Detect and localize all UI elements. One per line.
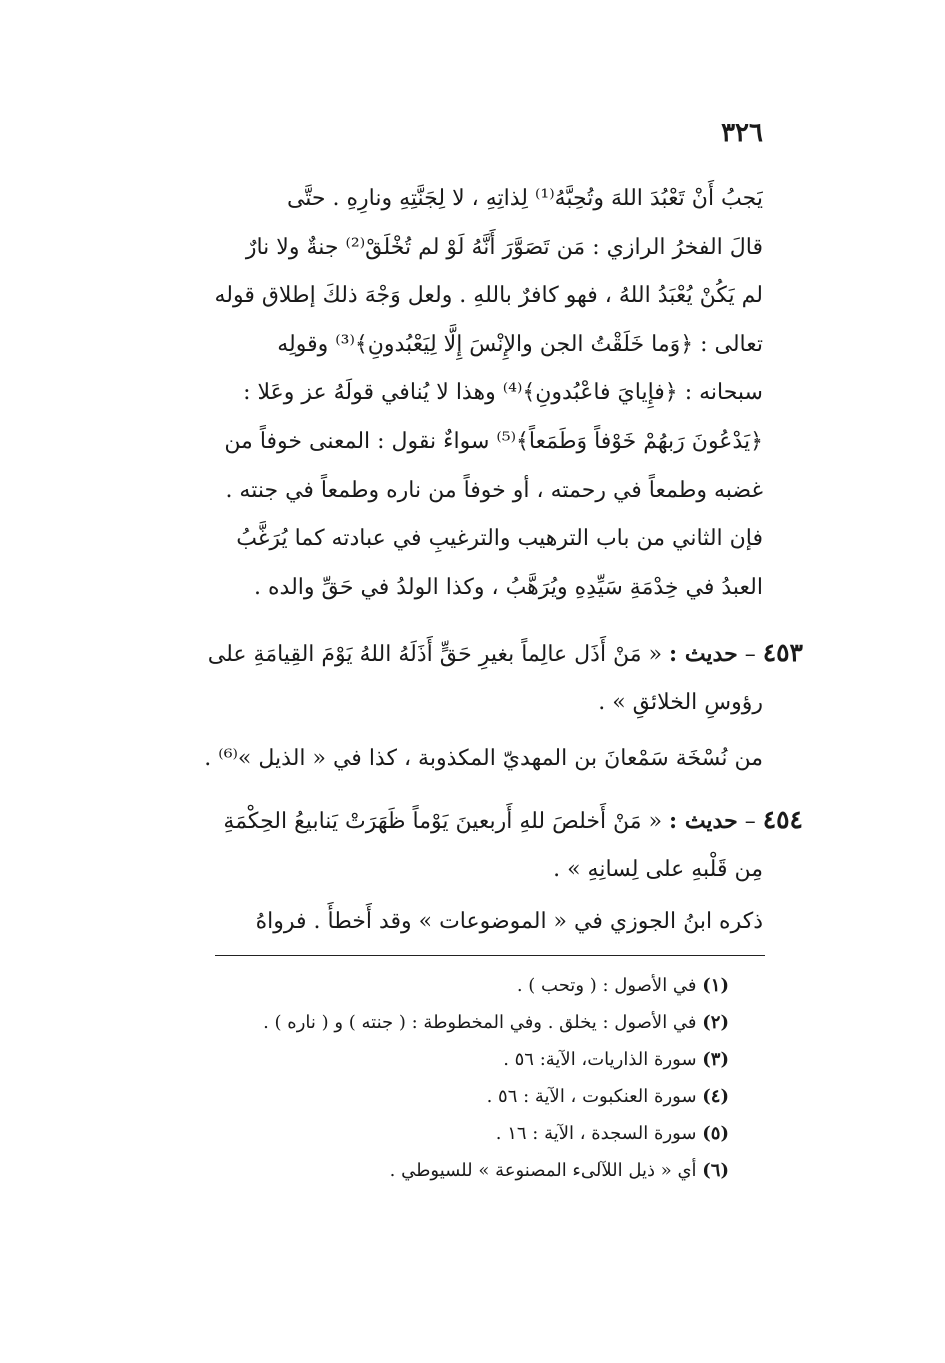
hadith-number: ٤٥٣ <box>762 638 803 667</box>
footnote-number: (١) <box>702 975 729 996</box>
footnote <box>199 1004 729 1041</box>
hadith-entry-453 <box>178 628 803 728</box>
text-line: العبدُ في خِدْمَةِ سَيِّدِهِ ويُرَهَّبُ ، وكذا الولدُ في حَقِّ والده . <box>254 574 763 600</box>
footnote-text: سورة السجدة ، الآية : ١٦ . <box>495 1123 697 1144</box>
footnote <box>199 1115 729 1152</box>
page-number: ٣٢٦ <box>721 118 763 148</box>
main-paragraph <box>178 175 763 612</box>
hadith-comment-454: ذكره ابنُ الجوزي في « الموضوعات » وقد أَخطأَ . فرواهُ <box>255 909 763 934</box>
footnote <box>199 1152 729 1189</box>
footnote-text: سورة العنكبوت ، الآية : ٥٦ . <box>486 1086 697 1107</box>
footnote-text: سورة الذاريات، الآية: ٥٦ . <box>503 1049 697 1070</box>
footnote-text: أي « ذيل اللآلىء المصنوعة » للسيوطي . <box>389 1160 697 1181</box>
hadith-dash: – <box>744 809 756 834</box>
text-line: غضبه وطمعاً في رحمته ، أو خوفاً من ناره وطمعاً في جنته . <box>225 477 763 503</box>
footnote-text: في الأصول : يخلق . وفي المخطوطة : ( جنته ) و ( ناره ) . <box>263 1012 697 1033</box>
footnote <box>199 1078 729 1115</box>
footnote-number: (٤) <box>702 1086 729 1107</box>
text-line: فإن الثاني من باب الترهيب والترغيبِ في عبادته كما يُرَغَّبُ <box>236 526 763 552</box>
footnote-text: في الأصول : ( وتحب ) . <box>516 975 697 996</box>
text-line: يَجبُ أَنْ تَعْبُدَ اللهَ وتُحِبَّهُ⁽¹⁾ لِذاتِهِ ، لا لِجَنَّتِهِ ونارِهِ . حتَّى <box>286 186 763 211</box>
footnote <box>199 1041 729 1078</box>
hadith-label: حديث : <box>669 641 738 667</box>
hadith-first-line <box>178 628 803 678</box>
footnote-number: (٦) <box>702 1160 729 1181</box>
text-line: سبحانه : ﴿فإِيايَ فاعْبُدونِ﴾⁽⁴⁾ وهذا لا يُنافي قولَهُ عز وعَلا : <box>243 380 763 406</box>
hadith-continuation: رؤوسِ الخلائقِ » . <box>598 690 763 715</box>
text-line: قالَ الفخرُ الرازي : مَن تَصَوَّرَ أَنَّهُ لَوْ لم تُخْلَقْ⁽²⁾ جنةٌ ولا نارٌ <box>245 234 763 260</box>
hadith-dash: – <box>744 642 756 667</box>
hadith-comment-453: من نُسْخَة سَمْعانَ بن المهديّ المكذوبة ، كذا في « الذيل »⁽⁶⁾ . <box>204 746 763 771</box>
footnotes <box>199 967 729 1189</box>
footnote <box>199 967 729 1004</box>
footnote-number: (٢) <box>702 1012 729 1033</box>
hadith-label: حديث : <box>669 808 738 834</box>
text-line: لم يَكُنْ يُعْبَدُ اللهُ ، فهو كافرٌ باللهِ . ولعل وَجْهَ ذلكَ إطلاق قوله <box>214 283 763 309</box>
hadith-text: « مَنْ أَخلصَ للهِ أَربعينَ يَوْماً ظَهَرَتْ يَنابيعُ الحِكْمَةِ <box>223 809 663 834</box>
hadith-first-line <box>178 795 803 845</box>
text-line: ﴿يَدْعُونَ رَبهُمْ خَوْفاً وَطَمَعاً﴾⁽⁵⁾ سواءٌ نقول : المعنى خوفاً من <box>224 428 763 454</box>
text-line: تعالى : ﴿وَما خَلَقْتُ الجن والإِنْسَ إِلَّا لِيَعْبُدونِ﴾⁽³⁾ وقولِه <box>277 331 763 357</box>
hadith-text: « مَنْ أَذَل عالِماً بغيرِ حَقٍّ أَذَلَهُ اللهُ يَوْمَ القِيامَةِ على <box>207 642 663 667</box>
hadith-entry-454 <box>178 795 803 895</box>
footnote-number: (٥) <box>702 1123 729 1144</box>
footnote-divider <box>215 955 765 956</box>
footnote-number: (٣) <box>702 1049 729 1070</box>
hadith-number: ٤٥٤ <box>762 805 803 834</box>
hadith-continuation: مِن قَلْبهِ على لِسانِهِ » . <box>553 857 763 882</box>
